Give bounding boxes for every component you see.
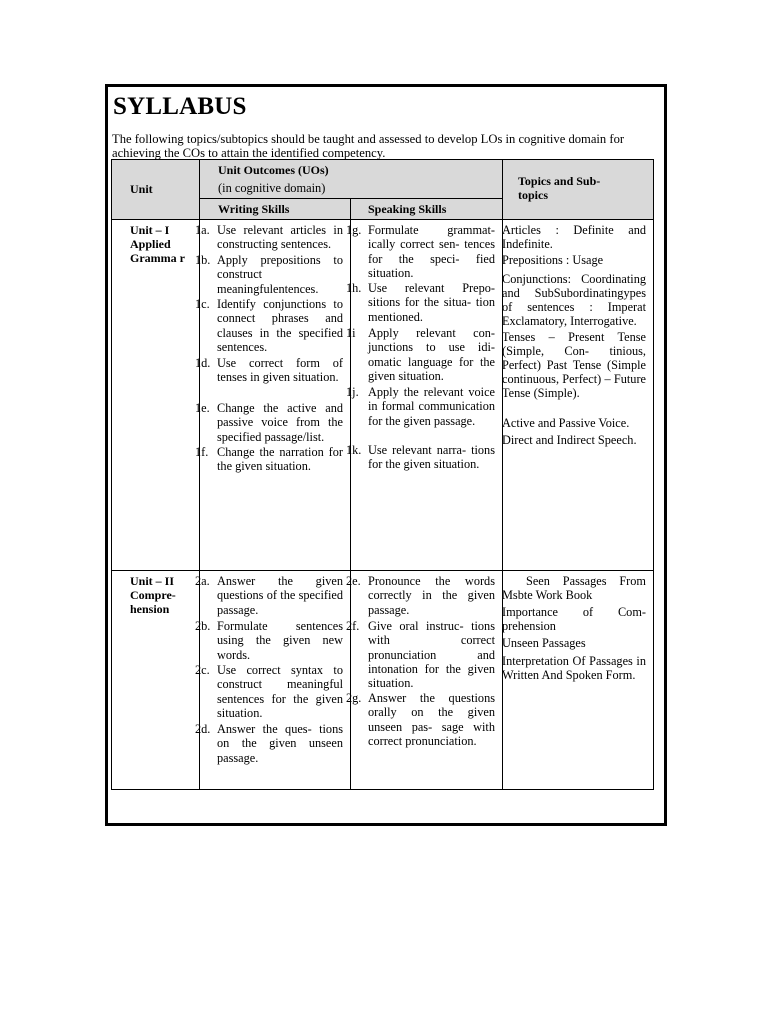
uo-subheader-line <box>199 198 502 199</box>
uo-1f <box>195 445 343 474</box>
topic-item: Conjunctions: Coordinating and SubSubordinatingypes of sentences : Imperat Exclamatory, Interrogative. <box>502 272 646 328</box>
uo-number: 1d. <box>195 356 211 370</box>
uo-1h <box>346 281 495 324</box>
uo-2e <box>346 574 495 617</box>
syllabus-frame <box>105 84 667 826</box>
header-bottom-line <box>112 219 653 220</box>
uo-1i <box>346 326 495 383</box>
uo-1k <box>346 443 495 472</box>
uo-text: Use correct form of tenses in given situation. <box>217 356 343 385</box>
uo-number: 1h. <box>346 281 362 295</box>
uo-2a <box>195 574 343 617</box>
topic-item: Unseen Passages <box>502 636 586 650</box>
topic-item: Interpretation Of Passages in Written And Spoken Form. <box>502 654 646 682</box>
uo-text: Apply prepositions to construct meaningfulentences. <box>217 253 343 296</box>
uo-header-title: Unit Outcomes (UOs) <box>218 163 329 177</box>
uo-1j <box>346 385 495 428</box>
topic-item: Direct and Indirect Speech. <box>502 433 637 447</box>
uo-text: Answer the ques- tions on the given unseen passage. <box>217 722 343 765</box>
uo-number: 1c. <box>195 297 210 311</box>
uo-text: Identify conjunctions to connect phrases and clauses in the specified sentences. <box>217 297 343 354</box>
page-title: SYLLABUS <box>113 93 247 120</box>
uo-header-subtitle: (in cognitive domain) <box>218 181 326 195</box>
uo-number: 1j. <box>346 385 359 399</box>
topic-item: Tenses – Present Tense (Simple, Con- tinious, Perfect) Past Tense (Simple continuous, Perfect) – Future Tense (Simple). <box>502 330 646 400</box>
uo-number: 2c. <box>195 663 210 677</box>
topics-header: Topics and Sub- topics <box>518 174 601 202</box>
uo-1a <box>195 223 343 252</box>
uo-number: 2d. <box>195 722 211 736</box>
uo-text: Change the active and passive voice from the specified passage/list. <box>217 401 343 444</box>
uo-number: 2f. <box>346 619 360 633</box>
speaking-skills-header: Speaking Skills <box>368 202 447 216</box>
uo-text: Use relevant articles in constructing sentences. <box>217 223 343 252</box>
uo-text: Use relevant narra- tions for the given situation. <box>368 443 495 472</box>
uo-number: 2b. <box>195 619 211 633</box>
uo-2d <box>195 722 343 765</box>
uo-1d <box>195 356 343 385</box>
uo-number: 1i <box>346 326 356 340</box>
uo-number: 1e. <box>195 401 210 415</box>
unit-header: Unit <box>130 182 153 196</box>
uo-text: Answer the given questions of the specified passage. <box>217 574 343 617</box>
uo-number: 1b. <box>195 253 211 267</box>
uo-1e <box>195 401 343 444</box>
uo-text: Formulate grammat- ically correct sen- tences for the speci- fied situation. <box>368 223 495 280</box>
writing-skills-header: Writing Skills <box>218 202 290 216</box>
uo-number: 1a. <box>195 223 210 237</box>
uo-number: 2g. <box>346 691 362 705</box>
uo-text: Answer the questions orally on the given unseen pas- sage with correct pronunciation. <box>368 691 495 748</box>
uo-2g <box>346 691 495 748</box>
unit-row-divider <box>112 570 653 571</box>
uo-text: Apply the relevant voice in formal communication for the given passage. <box>368 385 495 428</box>
uo-number: 1f. <box>195 445 209 459</box>
uo-text: Give oral instruc- tions with correct pronunciation and intonation for the given situation. <box>368 619 495 691</box>
uo-number: 1k. <box>346 443 362 457</box>
uo-2f <box>346 619 495 691</box>
intro-paragraph: The following topics/subtopics should be taught and assessed to develop LOs in cognitive domain for achieving the COs to attain the identified competency. <box>112 132 625 160</box>
uo-text: Change the narration for the given situation. <box>217 445 343 474</box>
uo-number: 2a. <box>195 574 210 588</box>
uo-1g <box>346 223 495 280</box>
uo-1c <box>195 297 343 354</box>
uo-text: Pronounce the words correctly in the given passage. <box>368 574 495 617</box>
topic-item: Articles : Definite and Indefinite. <box>502 223 646 251</box>
unit-1-name: Unit – I Applied Gramma r <box>130 223 185 265</box>
unit-header-cell <box>112 160 199 219</box>
topic-item: Prepositions : Usage <box>502 253 604 267</box>
uo-2c <box>195 663 343 720</box>
uo-1b <box>195 253 343 296</box>
topic-item: Seen Passages From Msbte Work Book <box>502 574 646 602</box>
topic-item: Active and Passive Voice. <box>502 416 630 430</box>
uo-text: Use relevant Prepo- sitions for the situa- tion mentioned. <box>368 281 495 324</box>
uo-text: Apply relevant con- junctions to use idi- omatic language for the given situation. <box>368 326 495 383</box>
uo-number: 1g. <box>346 223 362 237</box>
uo-number: 2e. <box>346 574 361 588</box>
unit-2-name: Unit – II Compre- hension <box>130 574 176 616</box>
syllabus-table <box>111 159 654 790</box>
uo-text: Formulate sentences using the given new words. <box>217 619 343 662</box>
uo-2b <box>195 619 343 662</box>
uo-text: Use correct syntax to construct meaningful sentences for the given situation. <box>217 663 343 720</box>
topic-item: Importance of Com- prehension <box>502 605 646 633</box>
